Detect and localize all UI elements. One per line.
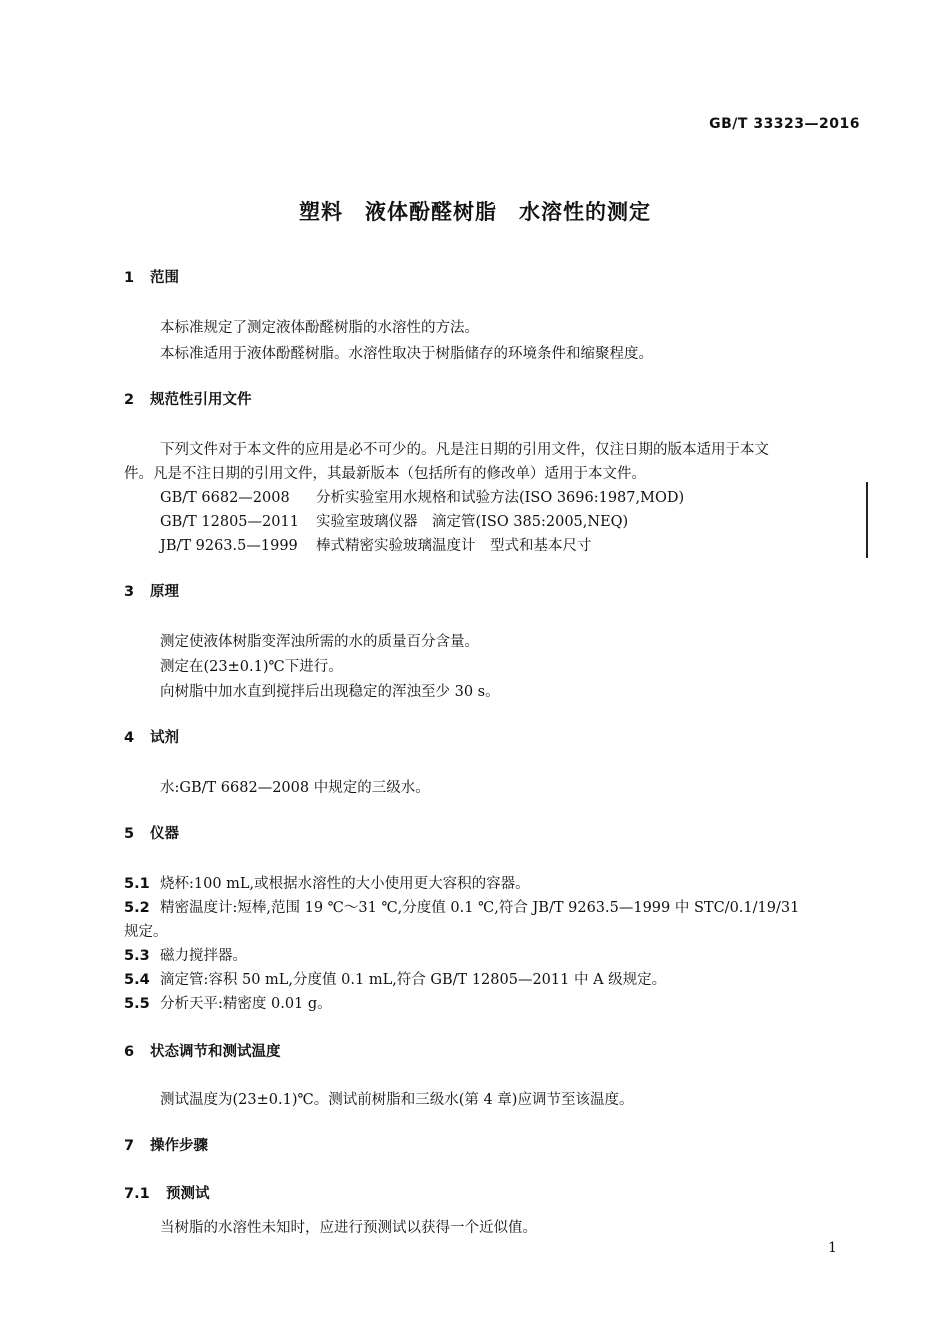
section-heading-3 [124,580,179,601]
section-heading-2 [124,388,252,409]
section-number: 1 [124,270,135,286]
section-number: 2 [124,392,135,408]
document-title [0,196,950,226]
section-heading-6 [124,1040,281,1061]
section-number: 3 [124,584,135,600]
subsection-title: 预测试 [166,1186,210,1202]
change-bar [866,482,868,558]
section-title: 操作步骤 [150,1138,208,1154]
standard-code: GB/T 33323—2016 [709,116,860,132]
section-title: 规范性引用文件 [150,392,252,408]
item-number: 5.2 [124,900,150,916]
apparatus-item [124,872,530,893]
apparatus-item [124,944,247,965]
section-title: 范围 [150,270,179,286]
paragraph: 件。凡是不注日期的引用文件，其最新版本（包括所有的修改单）适用于本文件。 [124,466,646,482]
reference-item [160,486,684,507]
reference-code: JB/T 9263.5—1999 [160,538,298,554]
section-heading-4 [124,726,179,747]
section-number: 4 [124,730,135,746]
subsection-heading-7-1 [124,1182,210,1203]
title-part-2: 液体酚醛树脂 [365,200,497,224]
item-text: 滴定管:容积 50 mL,分度值 0.1 mL,符合 GB/T 12805—2011 中 A 级规定。 [160,972,667,988]
paragraph: 本标准适用于液体酚醛树脂。水溶性取决于树脂储存的环境条件和缩聚程度。 [160,346,653,362]
apparatus-item [124,896,799,917]
section-number: 7 [124,1138,135,1154]
paragraph: 当树脂的水溶性未知时，应进行预测试以获得一个近似值。 [160,1220,537,1236]
page-number: 1 [828,1240,837,1256]
subsection-number: 7.1 [124,1186,150,1202]
section-heading-5 [124,822,179,843]
item-number: 5.5 [124,996,150,1012]
reference-item [160,510,628,531]
section-number: 6 [124,1044,135,1060]
item-number: 5.4 [124,972,150,988]
reference-code: GB/T 12805—2011 [160,514,299,530]
reference-code: GB/T 6682—2008 [160,490,290,506]
reference-item [160,534,592,555]
paragraph: 测定使液体树脂变浑浊所需的水的质量百分含量。 [160,634,479,650]
item-text: 烧杯:100 mL,或根据水溶性的大小使用更大容积的容器。 [160,876,530,892]
apparatus-item [124,968,666,989]
reference-title: 分析实验室用水规格和试验方法(ISO 3696:1987,MOD) [316,490,685,506]
section-heading-1 [124,266,179,287]
section-number: 5 [124,826,135,842]
item-number: 5.3 [124,948,150,964]
section-title: 仪器 [150,826,179,842]
paragraph: 下列文件对于本文件的应用是必不可少的。凡是注日期的引用文件，仅注日期的版本适用于本文 [160,442,769,458]
section-title: 状态调节和测试温度 [150,1044,281,1060]
section-title: 原理 [150,584,179,600]
paragraph: 水:GB/T 6682—2008 中规定的三级水。 [160,780,430,796]
apparatus-item [124,992,332,1013]
item-text: 分析天平:精密度 0.01 g。 [160,996,332,1012]
section-title: 试剂 [150,730,179,746]
title-part-3: 水溶性的测定 [519,200,651,224]
paragraph: 测定在(23±0.1)℃下进行。 [160,659,343,675]
item-text: 精密温度计:短棒,范围 19 ℃～31 ℃,分度值 0.1 ℃,符合 JB/T 9263.5—1999 中 STC/0.1/19/31 [160,900,800,916]
title-part-1: 塑料 [299,200,343,224]
item-number: 5.1 [124,876,150,892]
item-text: 磁力搅拌器。 [160,948,247,964]
paragraph: 本标准规定了测定液体酚醛树脂的水溶性的方法。 [160,320,479,336]
item-continuation: 规定。 [124,924,168,940]
paragraph: 向树脂中加水直到搅拌后出现稳定的浑浊至少 30 s。 [160,684,500,700]
reference-title: 棒式精密实验玻璃温度计 型式和基本尺寸 [316,538,592,554]
section-heading-7 [124,1134,208,1155]
reference-title: 实验室玻璃仪器 滴定管(ISO 385:2005,NEQ) [316,514,629,530]
paragraph: 测试温度为(23±0.1)℃。测试前树脂和三级水(第 4 章)应调节至该温度。 [160,1092,634,1108]
